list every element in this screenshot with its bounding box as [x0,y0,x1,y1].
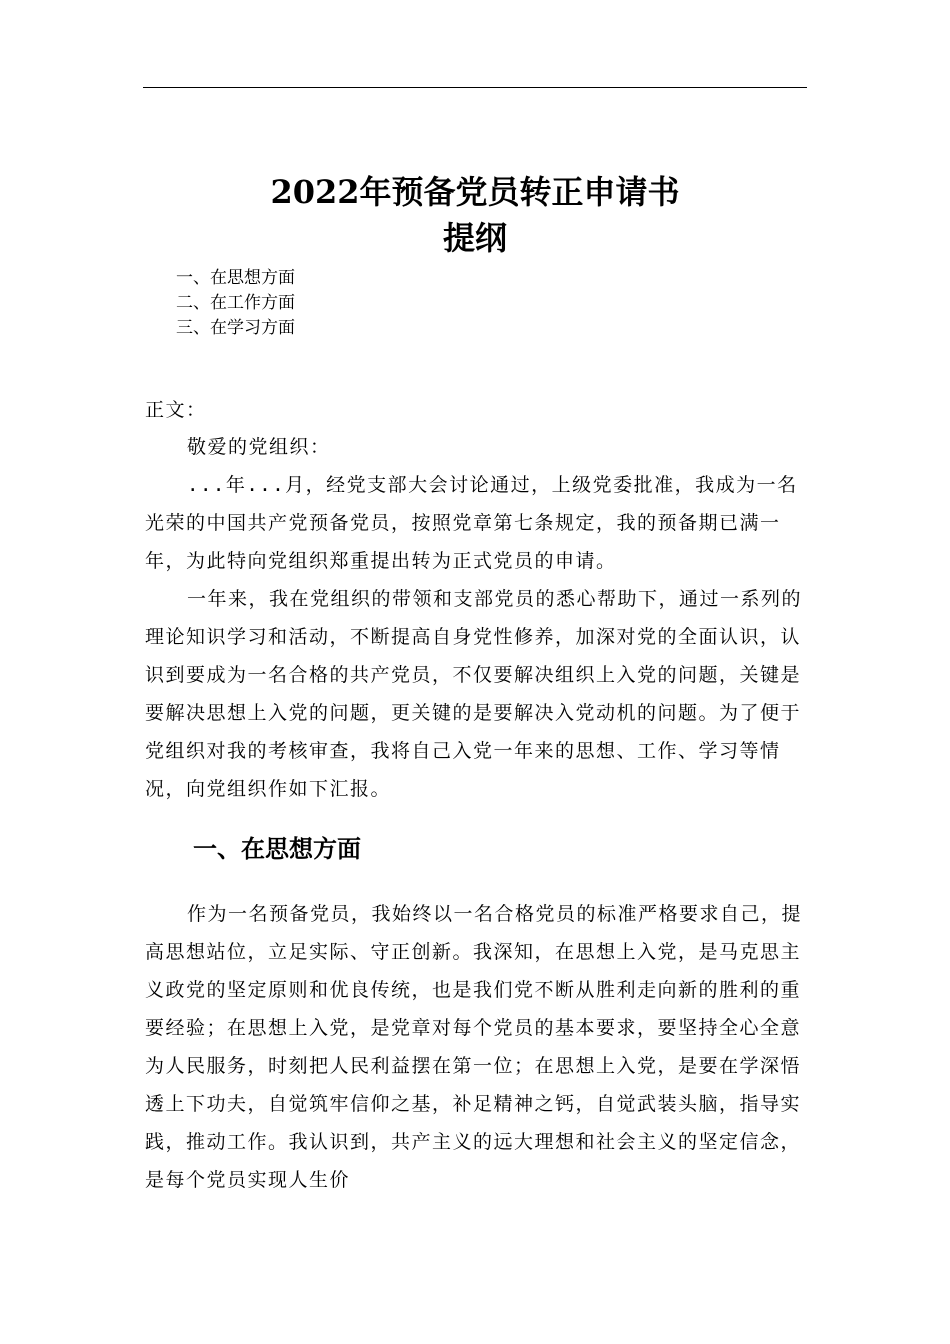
section-heading: 一、在思想方面 [193,835,361,863]
outline-item: 一、在思想方面 [176,268,295,288]
paragraph: ...年...月，经党支部大会讨论通过，上级党委批准，我成为一名光荣的中国共产党预备党员，按照党章第七条规定，我的预备期已满一年，为此特向党组织郑重提出转为正式党员的申请。 [145,474,798,572]
outline-item: 二、在工作方面 [176,293,295,313]
outline-item: 三、在学习方面 [176,318,295,338]
paragraph: 一年来，我在党组织的带领和支部党员的悉心帮助下，通过一系列的理论知识学习和活动，不断提高自身党性修养，加深对党的全面认识，认识到要成为一名合格的共产党员，不仅要解决组织上入党的问题，关键是要解决思想上入党的问题，更关键的是要解决入党动机的问题。为了便于党组织对我的考核审查，我将自己入党一年来的思想、工作、学习等情况，向党组织作如下汇报。 [145,588,803,800]
body-label: 正文： [145,399,207,421]
greeting: 敬爱的党组织： [187,436,331,458]
document-subtitle: 提纲 [442,219,507,257]
header-rule [143,87,807,88]
paragraph: 作为一名预备党员，我始终以一名合格党员的标准严格要求自己，提高思想站位，立足实际、守正创新。我深知，在思想上入党，是马克思主义政党的坚定原则和优良传统，也是我们党不断从胜利走向新的胜利的重要经验；在思想上入党，是党章对每个党员的基本要求，要坚持全心全意为人民服务，时刻把人民利益摆在第一位；在思想上入党，是要在学深悟透上下功夫，自觉筑牢信仰之基，补足精神之钙，自觉武装头脑，指导实践，推动工作。我认识到，共产主义的远大理想和社会主义的坚定信念，是每个党员实现人生价 [145,903,803,1191]
document-title: 2022年预备党员转正申请书 [270,173,680,211]
outline-list [176,266,295,341]
